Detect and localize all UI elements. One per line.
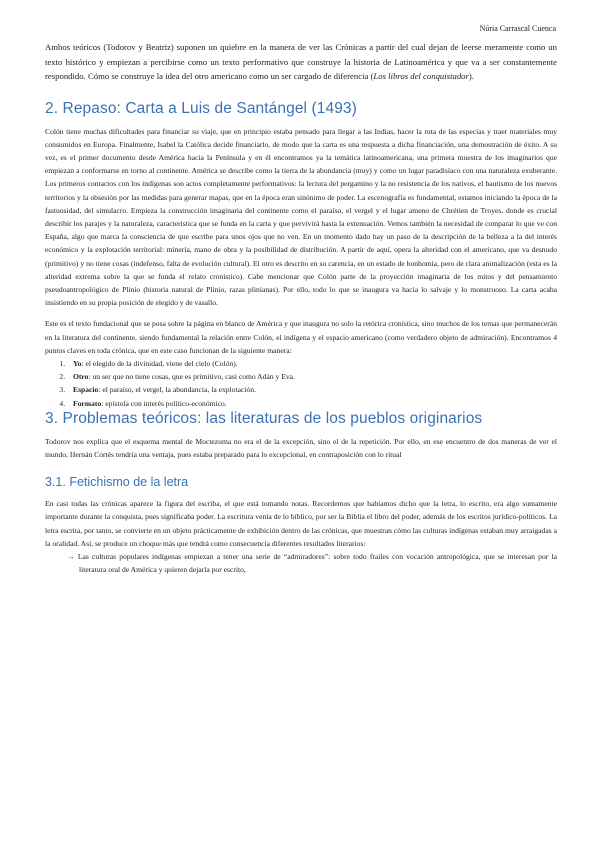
list-item: 1. Yo: el elegido de la divinidad, viene del cielo (Colón). [67,357,557,370]
list-item: 2. Otro: un ser que no tiene cosas, que es primitivo, casi como Adán y Eva. [67,370,557,383]
section-3-paragraph: Todorov nos explica que el esquema mental de Moctezuma no era el de la excepción, sino el de la repetición. Por ello, en ese encuentro de dos maneras de ver el mundo, Hernán Cortés tendría una ventaja, pues estaba preparado para lo excepcional, en contraposición con lo ritual [45,436,557,459]
section-2-paragraph-2: Este es el texto fundacional que se posa sobre la página en blanco de América y que inaugura no solo la retórica cronística, sino muchos de los temas que permanecerán en la literatura del continente, siendo fundamental la relación entre Colón, el indígena y el espacio americano (como verdadero objeto de admiración). Encontramos 4 puntos claves en toda crónica, que en este caso funcionan de la siguiente manera: [45,319,557,355]
book-title: Los libros del conquistador [373,71,469,81]
section-2-paragraph-1: Colón tiene muchas dificultades para financiar su viaje, que en principio estaba pensado para llegar a las Indias, hacer la ruta de las especias y traer materiales muy consumidos en Europa. Finalmente, Isabel la Católica decide financiarlo, de modo que la carta es una respuesta a dicha financiación, una demostración de éxito. A su vez, es el primer documento desde América hacia la Península y en él encontramos ya la temática latinoamericana, una primera muestra de los imaginarios que empiezan a conformarse en torno al continente. América se describe como la tierra de la abundancia (muy) y como un lugar paradisíaco con una naturaleza exuberante. Los primeros contactos con los indígenas son actos completamente performativos: la lectura del pergamino y la no resistencia de los nativos, el bautismo de los nuevos territorios y la obsesión por las medidas para generar mapas, que en la época eran sinónimo de poder. La escenografía es fundamental, estamos iniciando la época de la fastuosidad, del simulacro. Empieza la construcción imaginaria del continente como el paraíso, el vergel y el lugar ameno de Chrétien de Troyes, donde es crucial describir los parajes y la naturaleza, característica que se funda en la carta y que pervivirá hasta la extenuación. Vemos también la necesidad de comparar lo que ve con España, algo que marca la consciencia de que escribe para unos ojos que no ven. En un momento dado hay un paso de la descripción de la belleza a la del interés económico y la explotación territorial: minería, mano de obra y la posibilidad de distribución. A partir de aquí, opera la alteridad con el americano, que va desnudo (primitivo) y no tiene cosas (indefenso, falta de evolución cultural). El otro es descrito en su carencia, en un estado de bonhomía, pero de clara animalización (esta es la alteridad extrema sobre la que se funda el relato cronístico). Cabe mencionar que Colón parte de la proyección imaginaria de los mitos y del pensamiento pseudoantropológico de Plinio (historia natural de Plinio, razas plinianas). Por ello, todo lo que se inaugura va hacia lo salvaje y lo monstruoso. La carta acaba insistiendo en su propia posición de elegido y de vasallo. [45,126,557,308]
list-item: 3. Espacio: el paraíso, el vergel, la abundancia, la explotación. [67,383,557,396]
section-3-heading: 3. Problemas teóricos: las literaturas de los pueblos originarios [45,409,483,427]
header-author: Núria Carrascal Cuenca [479,24,556,33]
list-item: 4. Formato: epístola con interés político-económico. [67,397,557,410]
section-3-1-heading: 3.1. Fetichismo de la letra [45,475,189,490]
arrow-list-item: → Las culturas populares indígenas empiezan a tener una serie de “admiradores”: sobre todo frailes con vocación antropológica, que se interesan por la literatura oral de América y quieren dejarla por escrito, [67,551,557,575]
section-3-1-paragraph: En casi todas las crónicas aparece la figura del escriba, el que está tomando notas. Recordemos que habíamos dicho que la letra, lo escrito, era algo sumamente importante durante la conquista, pues significaba poder. La escritura venía de lo bíblico, por ser la Biblia el libro del poder, además de los escritos jurídico-políticos. La letra escrita, por tanto, se convierte en un objeto prácticamente de exhibición dentro de las crónicas, que muestran cómo las culturas indígenas estaban muy arraigadas a la oralidad. Así, se produce un choque más que tendrá como consecuencia diferentes resultados literarios: [45,499,557,548]
arrow-icon: → [67,551,75,561]
section-2-heading: 2. Repaso: Carta a Luis de Santángel (1493) [45,99,357,117]
intro-paragraph: Ambos teóricos (Todorov y Beatriz) suponen un quiebre en la manera de ver las Crónicas a partir del cual dejan de leerse meramente como un texto histórico y empiezan a percibirse como un texto performativo que construye la historia de Latinoamérica y que va a ser constantemente respondido. Cómo se construye la idea del otro americano como un ser cargado de diferencia (Los libros del conquistador). [45,42,557,81]
key-points-list [45,357,557,410]
document-body [45,40,557,576]
